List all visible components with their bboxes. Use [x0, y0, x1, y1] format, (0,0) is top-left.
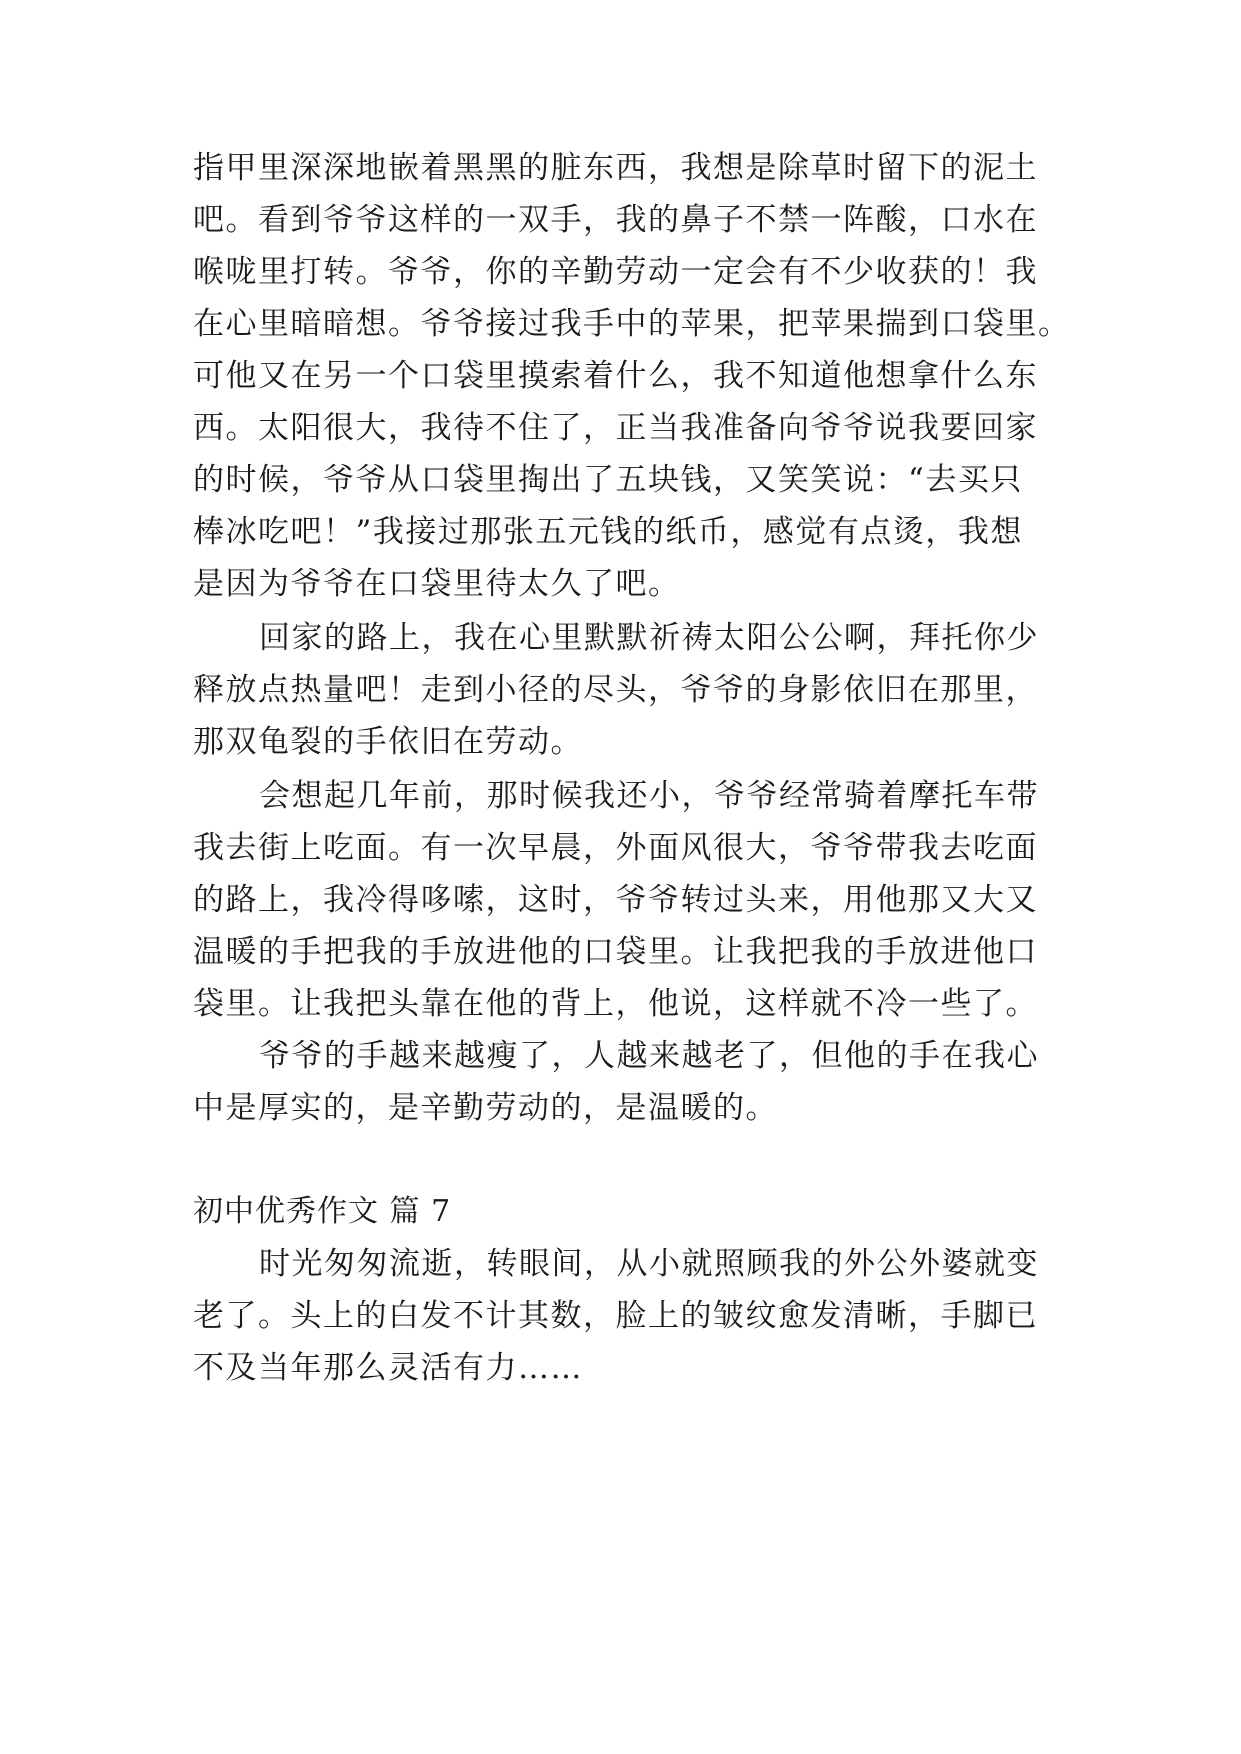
paragraph-line: 时光匆匆流逝，转眼间，从小就照顾我的外公外婆就变	[259, 1246, 1039, 1282]
paragraph-line: 喉咙里打转。爷爷，你的辛勤劳动一定会有不少收获的！我	[193, 254, 1038, 290]
section-heading: 初中优秀作文 篇 7	[193, 1194, 452, 1229]
paragraph-line: 可他又在另一个口袋里摸索着什么，我不知道他想拿什么东	[193, 358, 1038, 394]
paragraph-line: 西。太阳很大，我待不住了，正当我准备向爷爷说我要回家	[193, 410, 1038, 446]
paragraph-line: 爷爷的手越来越瘦了，人越来越老了，但他的手在我心	[259, 1038, 1039, 1074]
paragraph-line: 指甲里深深地嵌着黑黑的脏东西，我想是除草时留下的泥土	[193, 150, 1038, 186]
paragraph-line: 老了。头上的白发不计其数，脸上的皱纹愈发清晰，手脚已	[193, 1298, 1038, 1334]
paragraph-line: 的路上，我冷得哆嗦，这时，爷爷转过头来，用他那又大又	[193, 882, 1038, 918]
paragraph-line: 在心里暗暗想。爷爷接过我手中的苹果，把苹果揣到口袋里。	[193, 306, 1071, 342]
paragraph-line: 不及当年那么灵活有力……	[193, 1350, 583, 1386]
paragraph-line: 的时候，爷爷从口袋里掏出了五块钱，又笑笑说：“去买只	[193, 462, 1023, 498]
paragraph-line: 会想起几年前，那时候我还小，爷爷经常骑着摩托车带	[259, 778, 1039, 814]
essay-body	[193, 0, 1073, 1754]
paragraph-line: 棒冰吃吧！”我接过那张五元钱的纸币，感觉有点烫，我想	[193, 514, 1023, 550]
paragraph-line: 是因为爷爷在口袋里待太久了吧。	[193, 566, 681, 602]
paragraph-line: 我去街上吃面。有一次早晨，外面风很大，爷爷带我去吃面	[193, 830, 1038, 866]
paragraph-line: 袋里。让我把头靠在他的背上，他说，这样就不冷一些了。	[193, 986, 1038, 1022]
paragraph-line: 中是厚实的，是辛勤劳动的，是温暖的。	[193, 1090, 778, 1126]
paragraph-line: 温暖的手把我的手放进他的口袋里。让我把我的手放进他口	[193, 934, 1038, 970]
paragraph-line: 回家的路上，我在心里默默祈祷太阳公公啊，拜托你少	[259, 620, 1039, 656]
paragraph-line: 那双龟裂的手依旧在劳动。	[193, 724, 583, 760]
paragraph-line: 释放点热量吧！走到小径的尽头，爷爷的身影依旧在那里，	[193, 672, 1038, 708]
paragraph-line: 吧。看到爷爷这样的一双手，我的鼻子不禁一阵酸，口水在	[193, 202, 1038, 238]
